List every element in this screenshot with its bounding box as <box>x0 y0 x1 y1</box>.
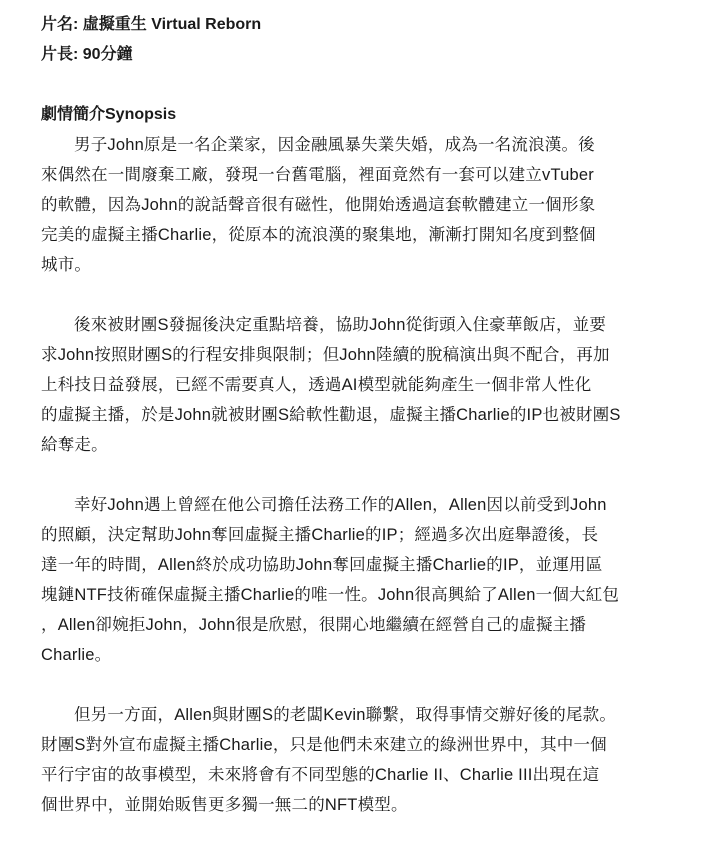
paragraph-line: 的虛擬主播，於是John就被財團S給軟性勸退，虛擬主播Charlie的IP也被財團S <box>41 406 621 424</box>
paragraph-line: ，Allen卻婉拒John，John很是欣慰，很開心地繼續在經營自己的虛擬主播 <box>41 616 587 634</box>
synopsis-paragraph-2 <box>41 310 681 460</box>
paragraph-line: 財團S對外宣布虛擬主播Charlie，只是他們未來建立的綠洲世界中，其中一個 <box>41 736 607 754</box>
paragraph-line: 城市。 <box>41 256 92 274</box>
paragraph-line: 求John按照財團S的行程安排與限制；但John陸續的脫稿演出與不配合，再加 <box>41 346 610 364</box>
paragraph-line: 的軟體，因為John的說話聲音很有磁性，他開始透過這套軟體建立一個形象 <box>41 196 596 214</box>
paragraph-line: 來偶然在一間廢棄工廠，發現一台舊電腦，裡面竟然有一套可以建立vTuber <box>41 166 594 184</box>
paragraph-line: 上科技日益發展，已經不需要真人，透過AI模型就能夠產生一個非常人性化 <box>41 376 592 394</box>
paragraph-line: 但另一方面，Allen與財團S的老闆Kevin聯繫，取得事情交辦好後的尾款。 <box>74 706 617 724</box>
paragraph-line: 個世界中，並開始販售更多獨一無二的NFT模型。 <box>41 796 408 814</box>
paragraph-line: 塊鏈NTF技術確保虛擬主播Charlie的唯一性。John很高興給了Allen一個大紅包 <box>41 586 620 604</box>
document-body <box>41 10 681 850</box>
paragraph-line: 完美的虛擬主播Charlie，從原本的流浪漢的聚集地，漸漸打開知名度到整個 <box>41 226 596 244</box>
film-title: 片名: 虛擬重生 Virtual Reborn <box>41 16 262 33</box>
film-length: 片長: 90分鐘 <box>41 46 133 63</box>
paragraph-line: 幸好John遇上曾經在他公司擔任法務工作的Allen，Allen因以前受到John <box>74 496 607 514</box>
paragraph-line: Charlie。 <box>41 646 112 664</box>
synopsis-paragraph-4 <box>41 700 681 820</box>
paragraph-line: 平行宇宙的故事模型，未來將會有不同型態的Charlie II、Charlie III出現在這 <box>41 766 600 784</box>
paragraph-line: 男子John原是一名企業家，因金融風暴失業失婚，成為一名流浪漢。後 <box>74 136 595 154</box>
paragraph-line: 給奪走。 <box>41 436 108 454</box>
blank-line <box>41 70 681 100</box>
synopsis-paragraph-1 <box>41 130 681 280</box>
paragraph-line: 後來被財團S發掘後決定重點培養，協助John從街頭入住豪華飯店，並要 <box>74 316 607 334</box>
synopsis-heading: 劇情簡介Synopsis <box>41 106 177 123</box>
synopsis-paragraph-3 <box>41 490 681 670</box>
paragraph-line: 的照顧，決定幫助John奪回虛擬主播Charlie的IP；經過多次出庭舉證後，長 <box>41 526 599 544</box>
paragraph-line: 達一年的時間，Allen終於成功協助John奪回虛擬主播Charlie的IP，並運用區 <box>41 556 603 574</box>
